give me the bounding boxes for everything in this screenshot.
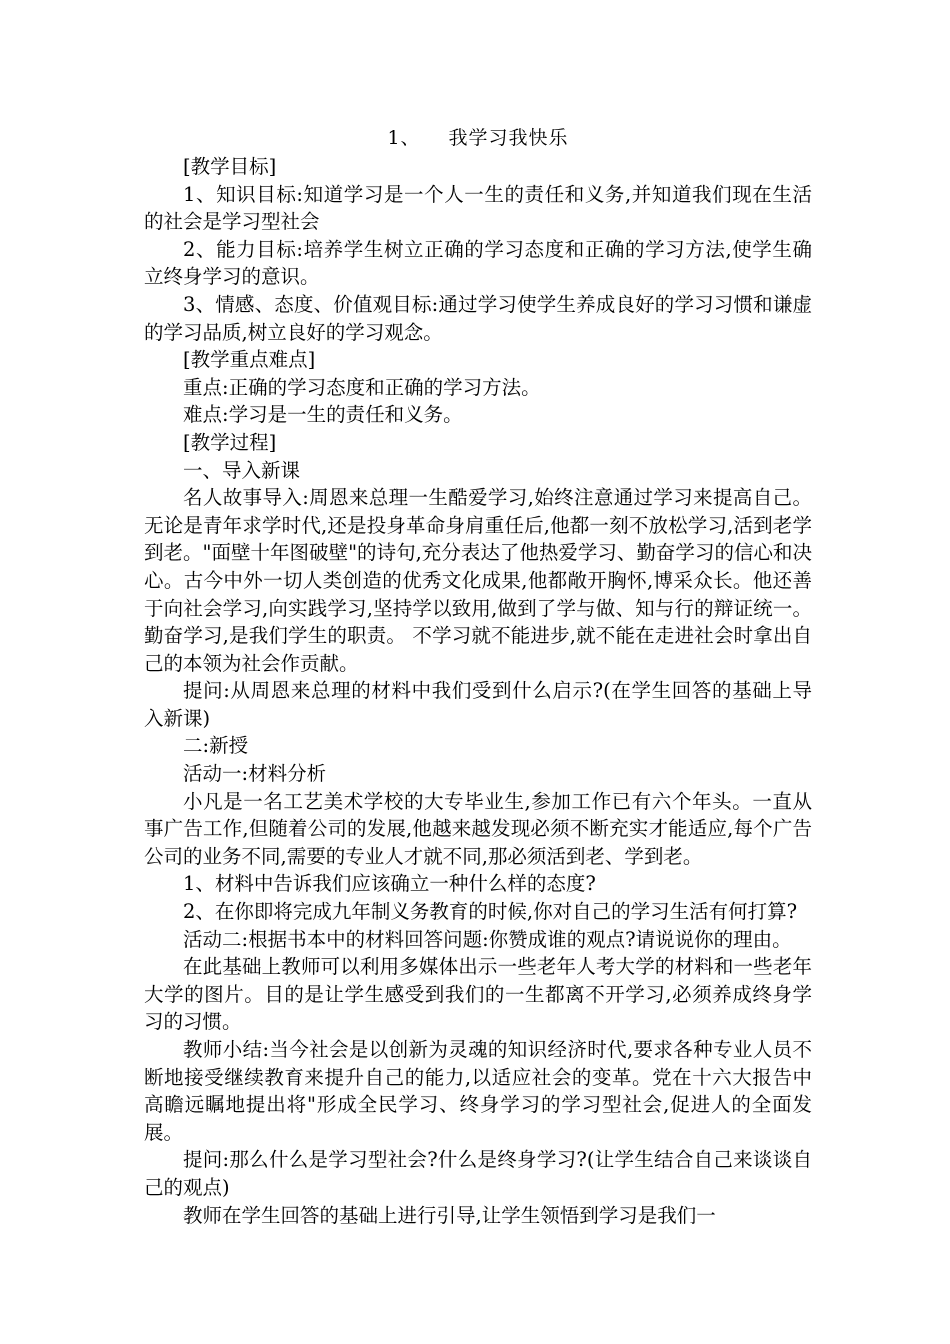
paragraph: 一、导入新课: [183, 458, 301, 482]
title-number: 1、: [387, 127, 421, 149]
paragraph: 重点:正确的学习态度和正确的学习方法。: [183, 375, 541, 399]
paragraph: [教学重点难点]: [183, 348, 316, 372]
paragraph: 活动二:根据书本中的材料回答问题:你赞成谁的观点?请说说你的理由。: [183, 927, 792, 951]
paragraph: 2、在你即将完成九年制义务教育的时候,你对自己的学习生活有何打算?: [183, 900, 798, 924]
document-title: [144, 124, 812, 153]
document-page: [144, 124, 812, 1229]
paragraph: 1、材料中告诉我们应该确立一种什么样的态度?: [183, 872, 596, 896]
paragraph: 提问:从周恩来总理的材料中我们受到什么启示?(在学生回答的基础上导入新课): [144, 679, 812, 730]
paragraph: 3、情感、态度、价值观目标:通过学习使学生养成良好的学习习惯和谦虚的学习品质,树立良好的学习观念。: [144, 292, 812, 344]
document-body: [144, 153, 812, 1229]
paragraph: 2、能力目标:培养学生树立正确的学习态度和正确的学习方法,使学生确立终身学习的意识。: [144, 237, 812, 289]
paragraph: 1、知识目标:知道学习是一个人一生的责任和义务,并知道我们现在生活的社会是学习型社会: [144, 182, 812, 234]
paragraph: 二:新授: [183, 734, 249, 758]
paragraph: 教师在学生回答的基础上进行引导,让学生领悟到学习是我们一: [183, 1203, 716, 1227]
paragraph: [教学目标]: [183, 155, 277, 178]
paragraph: 名人故事导入:周恩来总理一生酷爱学习,始终注意通过学习来提高自己。无论是青年求学时代,还是投身革命身肩重任后,他都一刻不放松学习,活到老学到老。"面壁十年图破壁"的诗句,充分表达了他热爱学习、勤奋学习的信心和决心。古今中外一切人类创造的优秀文化成果,他都敞开胸怀,博采众长。他还善于向社会学习,向实践学习,坚持学以致用,做到了学与做、知与行的辩证统一。勤奋学习,是我们学生的职责。 不学习就不能进步,就不能在走进社会时拿出自己的本领为社会作贡献。: [144, 486, 812, 675]
paragraph: 活动一:材料分析: [183, 762, 327, 786]
paragraph: 难点:学习是一生的责任和义务。: [183, 403, 463, 427]
paragraph: 提问:那么什么是学习型社会?什么是终身学习?(让学生结合自己来谈谈自己的观点): [144, 1148, 812, 1199]
paragraph: 教师小结:当今社会是以创新为灵魂的知识经济时代,要求各种专业人员不断地接受继续教育来提升自己的能力,以适应社会的变革。党在十六大报告中高瞻远瞩地提出将"形成全民学习、终身学习的学习型社会,促进人的全面发展。: [144, 1038, 812, 1144]
title-text: 我学习我快乐: [448, 127, 569, 149]
paragraph: 在此基础上教师可以利用多媒体出示一些老年人考大学的材料和一些老年大学的图片。目的是让学生感受到我们的一生都离不开学习,必须养成终身学习的习惯。: [144, 955, 812, 1034]
paragraph: 小凡是一名工艺美术学校的大专毕业生,参加工作已有六个年头。一直从事广告工作,但随着公司的发展,他越来越发现必须不断充实才能适应,每个广告公司的业务不同,需要的专业人才就不同,那必须活到老、学到老。: [144, 789, 812, 868]
paragraph: [教学过程]: [183, 430, 277, 454]
